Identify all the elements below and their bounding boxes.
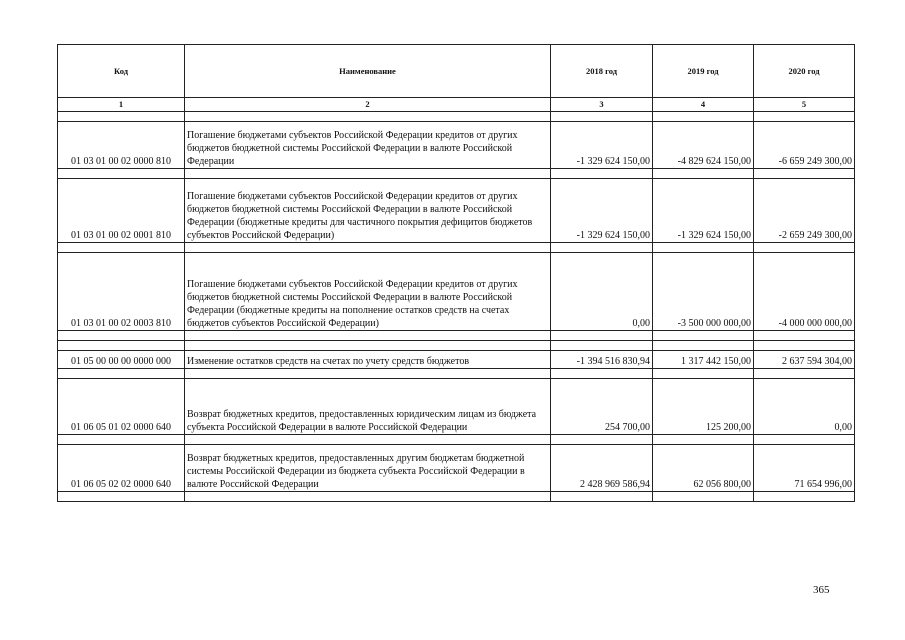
row-code: 01 03 01 00 02 0000 810 bbox=[58, 122, 185, 169]
row-value-2018: 2 428 969 586,94 bbox=[551, 445, 653, 492]
header-2018: 2018 год bbox=[551, 45, 653, 98]
spacer-row bbox=[58, 369, 855, 379]
spacer-row bbox=[58, 492, 855, 502]
row-code: 01 06 05 02 02 0000 640 bbox=[58, 445, 185, 492]
row-value-2019: 125 200,00 bbox=[653, 379, 754, 435]
page-number: 365 bbox=[813, 584, 830, 596]
spacer-row bbox=[58, 331, 855, 341]
row-name: Возврат бюджетных кредитов, предоставленных юридическим лицам из бюджета субъекта Российской Федерации в валюте Российской Федерации bbox=[185, 379, 551, 435]
column-number: 3 bbox=[551, 98, 653, 112]
header-name: Наименование bbox=[185, 45, 551, 98]
row-name: Погашение бюджетами субъектов Российской Федерации кредитов от других бюджетов бюджетной системы Российской Федерации в валюте Российской Федерации bbox=[185, 122, 551, 169]
spacer-row bbox=[58, 243, 855, 253]
row-value-2020: -6 659 249 300,00 bbox=[754, 122, 855, 169]
budget-sources-table bbox=[57, 44, 855, 502]
row-name: Погашение бюджетами субъектов Российской Федерации кредитов от других бюджетов бюджетной системы Российской Федерации в валюте Российской Федерации (бюджетные кредиты для частичного покрытия дефицитов бюджетов субъектов Российской Федерации) bbox=[185, 179, 551, 243]
row-value-2020: -2 659 249 300,00 bbox=[754, 179, 855, 243]
spacer-row bbox=[58, 341, 855, 351]
row-name: Изменение остатков средств на счетах по учету средств бюджетов bbox=[185, 351, 551, 369]
row-value-2019: -1 329 624 150,00 bbox=[653, 179, 754, 243]
row-code: 01 06 05 01 02 0000 640 bbox=[58, 379, 185, 435]
spacer-row bbox=[58, 169, 855, 179]
header-row bbox=[58, 45, 855, 98]
row-value-2018: 254 700,00 bbox=[551, 379, 653, 435]
column-number: 1 bbox=[58, 98, 185, 112]
column-number-row bbox=[58, 98, 855, 112]
table-row bbox=[58, 122, 855, 169]
header-code: Код bbox=[58, 45, 185, 98]
row-value-2018: 0,00 bbox=[551, 253, 653, 331]
spacer-row bbox=[58, 435, 855, 445]
header-2020: 2020 год bbox=[754, 45, 855, 98]
table-row bbox=[58, 379, 855, 435]
row-value-2019: 1 317 442 150,00 bbox=[653, 351, 754, 369]
column-number: 5 bbox=[754, 98, 855, 112]
row-value-2020: 2 637 594 304,00 bbox=[754, 351, 855, 369]
row-value-2020: 0,00 bbox=[754, 379, 855, 435]
row-value-2020: -4 000 000 000,00 bbox=[754, 253, 855, 331]
column-number: 4 bbox=[653, 98, 754, 112]
table-row bbox=[58, 445, 855, 492]
table-row bbox=[58, 179, 855, 243]
column-number: 2 bbox=[185, 98, 551, 112]
row-value-2018: -1 329 624 150,00 bbox=[551, 122, 653, 169]
row-value-2020: 71 654 996,00 bbox=[754, 445, 855, 492]
table-row bbox=[58, 351, 855, 369]
row-value-2019: 62 056 800,00 bbox=[653, 445, 754, 492]
row-value-2019: -3 500 000 000,00 bbox=[653, 253, 754, 331]
row-value-2018: -1 394 516 830,94 bbox=[551, 351, 653, 369]
row-code: 01 05 00 00 00 0000 000 bbox=[58, 351, 185, 369]
row-code: 01 03 01 00 02 0001 810 bbox=[58, 179, 185, 243]
row-value-2019: -4 829 624 150,00 bbox=[653, 122, 754, 169]
table-row bbox=[58, 253, 855, 331]
spacer-row bbox=[58, 112, 855, 122]
header-2019: 2019 год bbox=[653, 45, 754, 98]
row-value-2018: -1 329 624 150,00 bbox=[551, 179, 653, 243]
row-code: 01 03 01 00 02 0003 810 bbox=[58, 253, 185, 331]
row-name: Возврат бюджетных кредитов, предоставленных другим бюджетам бюджетной системы Российской Федерации из бюджета субъекта Российской Федерации в валюте Российской Федерации bbox=[185, 445, 551, 492]
row-name: Погашение бюджетами субъектов Российской Федерации кредитов от других бюджетов бюджетной системы Российской Федерации в валюте Российской Федерации (бюджетные кредиты на пополнение остатков средств на счетах бюджетов субъектов Российской Федерации) bbox=[185, 253, 551, 331]
